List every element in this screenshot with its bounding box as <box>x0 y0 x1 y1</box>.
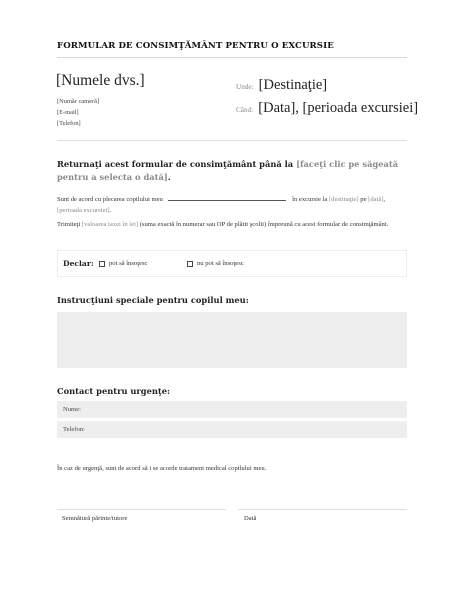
special-instructions-heading: Instrucţiuni speciale pentru copilul meu: <box>57 295 249 305</box>
emergency-phone-field[interactable] <box>57 421 407 438</box>
destination-field[interactable]: [Destinaţie] <box>258 77 328 93</box>
when-label: Când: <box>236 106 254 114</box>
can-accompany-label: pot să însoţesc <box>109 260 148 267</box>
medical-consent-text: În caz de urgenţă, sunt de acord să i se acorde tratament medical copilului meu. <box>57 465 267 472</box>
emergency-contact-heading: Contact pentru urgenţe: <box>57 386 171 396</box>
emergency-phone-label: Telefon: <box>63 426 85 433</box>
agreement-date-field[interactable]: [dată] <box>368 196 384 203</box>
cannot-accompany-option[interactable] <box>187 260 244 267</box>
return-notice-suffix: . <box>167 172 171 182</box>
parent-signature-line[interactable] <box>57 509 226 510</box>
sender-name-field[interactable]: [Numele dvs.] <box>56 72 145 89</box>
trip-when-row <box>236 97 418 117</box>
return-notice-prefix: Returnaţi acest formular de consimţământ până la <box>57 159 294 169</box>
child-name-blank[interactable] <box>168 195 286 201</box>
phone-field[interactable]: [Telefon] <box>57 120 81 127</box>
where-label: Unde: <box>236 83 254 91</box>
emergency-name-label: Nume: <box>63 406 81 413</box>
payment-text-suffix: (suma exactă în numerar sau OP de plătit şcolii) împreună cu acest formular de consimţământ. <box>139 221 389 228</box>
trip-where-row <box>236 74 327 94</box>
agreement-text-4: , <box>383 196 386 203</box>
agreement-text-2: în excursie la <box>292 196 328 203</box>
agreement-destination-field[interactable]: [destinaţie] <box>328 196 359 203</box>
cannot-accompany-checkbox[interactable] <box>187 261 193 267</box>
signature-date-label: Dată <box>244 515 257 522</box>
date-period-field[interactable]: [Data], [perioada excursiei] <box>258 100 419 116</box>
agreement-text-3: pe <box>360 196 367 203</box>
agreement-text-5: . <box>109 206 112 214</box>
emergency-name-field[interactable] <box>57 401 407 418</box>
document-title: FORMULAR DE CONSIMŢĂMÂNT PENTRU O EXCURSIE <box>57 41 334 51</box>
signature-date-line[interactable] <box>238 509 407 510</box>
agreement-paragraph <box>57 195 409 216</box>
declaration-label: Declar: <box>63 259 94 268</box>
cannot-accompany-label: nu pot să însoţesc <box>197 260 244 267</box>
fee-amount-field[interactable]: [valoarea taxei în lei] <box>81 221 139 228</box>
payment-text-prefix: Trimiteţi <box>57 221 81 228</box>
title-divider <box>57 57 407 58</box>
payment-paragraph <box>57 220 409 231</box>
agreement-text-1: Sunt de acord cu plecarea copilului meu <box>57 196 163 203</box>
can-accompany-checkbox[interactable] <box>99 261 105 267</box>
header-divider <box>57 140 407 141</box>
declaration-box <box>57 250 407 277</box>
parent-signature-label: Semnătură părinte/tutore <box>62 515 128 522</box>
room-number-field[interactable]: [Număr cameră] <box>57 98 100 105</box>
can-accompany-option[interactable] <box>99 260 147 267</box>
return-date-picker[interactable]: [faceţi clic pe săgeată pentru a selecta o dată] <box>57 159 399 182</box>
return-notice <box>57 158 409 184</box>
email-field[interactable]: [E-mail] <box>57 109 79 116</box>
special-instructions-field[interactable] <box>57 312 407 368</box>
agreement-period-field[interactable]: [perioada excursiei] <box>57 206 110 214</box>
